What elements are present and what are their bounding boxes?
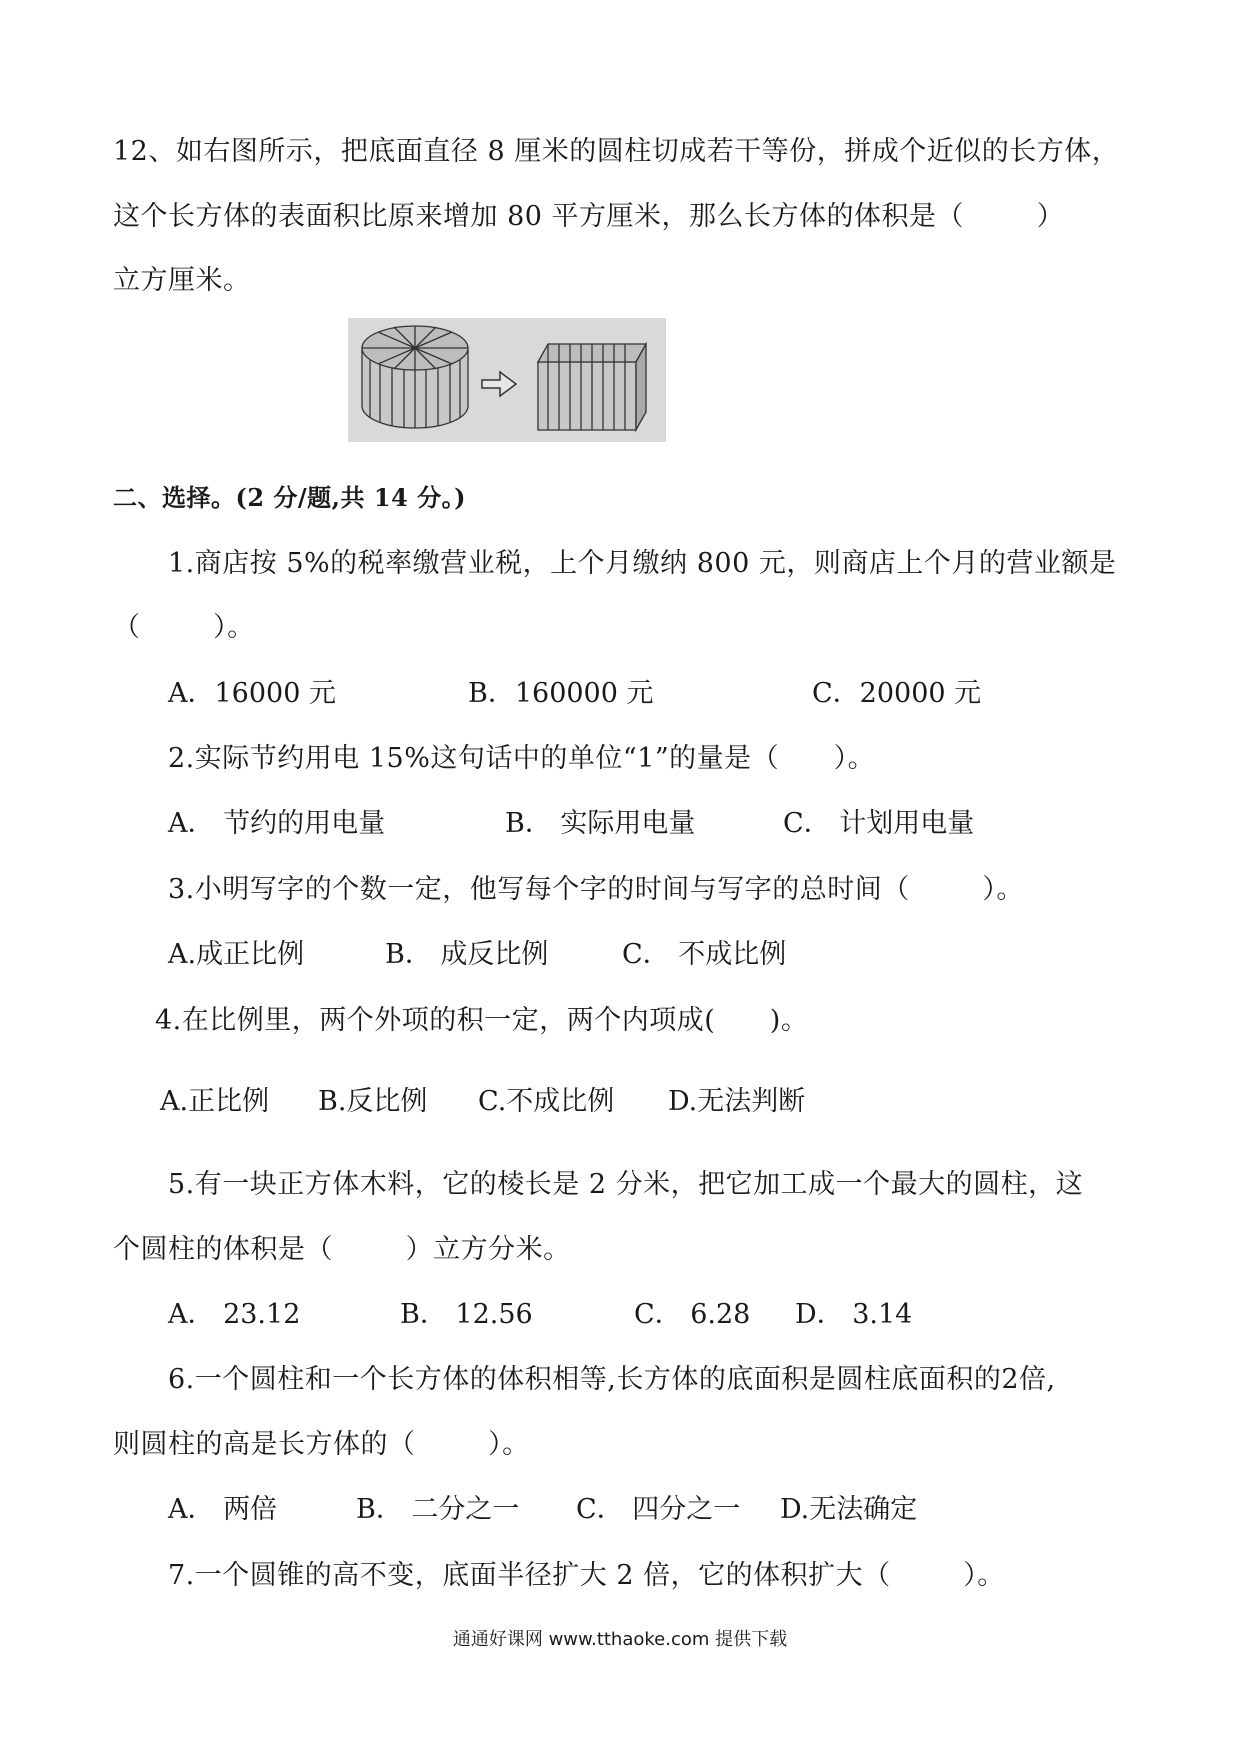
q6-option-a: A． 两倍 — [168, 1494, 278, 1525]
q1-option-c: C．20000 元 — [812, 678, 982, 709]
q1-option-b: B．160000 元 — [468, 678, 654, 709]
q6-line-1: 6.一个圆柱和一个长方体的体积相等,长方体的底面积是圆柱底面积的2倍, — [168, 1364, 1056, 1395]
q5-option-d: D． 3.14 — [795, 1299, 913, 1330]
q4-option-c: C.不成比例 — [478, 1086, 615, 1117]
q1-line-2: （ ）。 — [113, 612, 255, 643]
q12-line-2: 这个长方体的表面积比原来增加 80 平方厘米，那么长方体的体积是（ ） — [113, 201, 1065, 232]
arrow-right-icon — [482, 372, 516, 396]
q5-line-2: 个圆柱的体积是（ ）立方分米。 — [113, 1234, 571, 1265]
q3-line-1: 3.小明写字的个数一定，他写每个字的时间与写字的总时间（ ）。 — [168, 874, 1024, 905]
q6-option-d: D.无法确定 — [780, 1494, 918, 1525]
q2-option-a: A． 节约的用电量 — [168, 808, 386, 839]
q6-option-c: C． 四分之一 — [576, 1494, 741, 1525]
q5-option-c: C． 6.28 — [634, 1299, 751, 1330]
q3-option-a: A.成正比例 — [168, 939, 305, 970]
q2-line-1: 2.实际节约用电 15%这句话中的单位“1”的量是（ ）。 — [168, 743, 876, 774]
section-2-heading: 二、选择。(2 分/题,共 14 分。) — [113, 483, 466, 512]
sliced-cylinder-icon — [362, 326, 468, 428]
q2-option-b: B． 实际用电量 — [505, 808, 696, 839]
cylinder-cuboid-illustration — [348, 318, 666, 442]
q1-line-1: 1.商店按 5%的税率缴营业税，上个月缴纳 800 元，则商店上个月的营业额是 — [168, 548, 1117, 579]
footer-credit: 通通好课网 www.tthaoke.com 提供下载 — [452, 1629, 788, 1650]
q12-line-3: 立方厘米。 — [113, 265, 251, 296]
q6-option-b: B． 二分之一 — [356, 1494, 520, 1525]
q7-line-1: 7.一个圆锥的高不变，底面半径扩大 2 倍，它的体积扩大（ ）。 — [168, 1560, 1005, 1591]
q4-line-1: 4.在比例里，两个外项的积一定，两个内项成( )。 — [155, 1005, 809, 1036]
q4-option-b: B.反比例 — [318, 1086, 428, 1117]
q4-option-a: A.正比例 — [160, 1086, 270, 1117]
cylinder-to-cuboid-figure — [348, 318, 666, 442]
q2-option-c: C． 计划用电量 — [783, 808, 975, 839]
q5-line-1: 5.有一块正方体木料，它的棱长是 2 分米，把它加工成一个最大的圆柱，这 — [168, 1169, 1084, 1200]
q6-line-2: 则圆柱的高是长方体的（ ）。 — [113, 1429, 530, 1460]
q12-line-1: 12、如右图所示，把底面直径 8 厘米的圆柱切成若干等份，拼成个近似的长方体， — [113, 136, 1120, 167]
q5-option-a: A． 23.12 — [168, 1299, 301, 1330]
q3-option-b: B． 成反比例 — [385, 939, 549, 970]
q5-option-b: B． 12.56 — [400, 1299, 533, 1330]
q4-option-d: D.无法判断 — [668, 1086, 806, 1117]
q3-option-c: C． 不成比例 — [622, 939, 787, 970]
q1-option-a: A．16000 元 — [168, 678, 336, 709]
cuboid-icon — [538, 344, 646, 430]
